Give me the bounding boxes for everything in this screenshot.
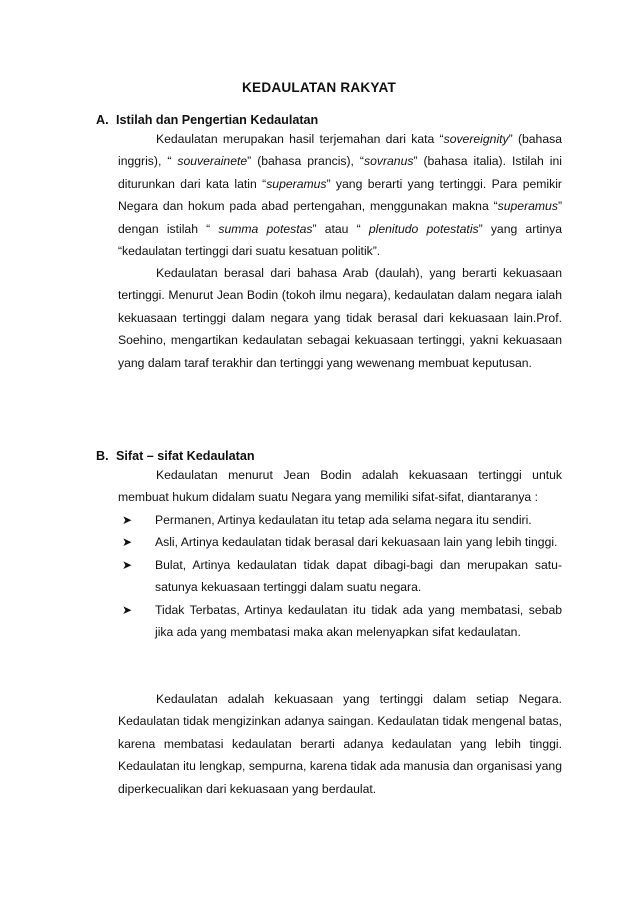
section-a-paragraph-2 (118, 262, 562, 374)
properties-list (118, 509, 562, 643)
section-b-intro (118, 464, 562, 509)
text-run: ” (bahasa prancis), “ (247, 154, 364, 169)
text-run: ” (bahasa inggris), “ (118, 132, 562, 169)
list-item (118, 554, 562, 599)
section-a-letter: A. (96, 113, 109, 127)
list-item-text: Asli, Artinya kedaulatan tidak berasal dari kekuasaan lain yang lebih tinggi. (155, 535, 558, 550)
list-item (118, 599, 562, 644)
section-b-title: Sifat – sifat Kedaulatan (116, 449, 255, 463)
section-a-paragraph-1 (118, 128, 562, 262)
italic-term: plenitudo potestatis (368, 221, 479, 236)
arrow-bullet-icon: ➤ (122, 557, 133, 572)
italic-term: souverainete (177, 154, 248, 169)
text-run: Kedaulatan menurut Jean Bodin adalah kekuasaan tertinggi untuk membuat hukum didalam suatu Negara yang memiliki sifat-sifat, diantaranya : (118, 468, 562, 505)
text-run: ” atau “ (312, 221, 369, 236)
list-item-text: Permanen, Artinya kedaulatan itu tetap ada selama negara itu sendiri. (155, 513, 532, 527)
section-b-heading (96, 449, 255, 463)
section-a-title: Istilah dan Pengertian Kedaulatan (116, 113, 319, 127)
italic-term: superamus (266, 176, 327, 191)
document-title: KEDAULATAN RAKYAT (242, 80, 396, 95)
arrow-bullet-icon: ➤ (122, 513, 133, 527)
text-run: Kedaulatan merupakan hasil terjemahan dari kata “ (156, 132, 444, 146)
section-b-closing (118, 688, 562, 800)
italic-term: sovranus (363, 154, 414, 169)
list-item (118, 509, 562, 531)
text-run: ” dengan istilah “ (118, 199, 562, 236)
text-run: ” yang berarti yang tertinggi. Para pemikir Negara dan hokum pada abad pertengahan, menggunakan makna “ (118, 176, 562, 214)
text-run: Kedaulatan adalah kekuasaan yang tertinggi dalam setiap Negara. Kedaulatan tidak mengizinkan adanya saingan. Kedaulatan tidak mengenal batas, karena membatasi kedaulatan berarti adanya kedaulatan yang lebih tinggi. Kedaulatan itu lengkap, sempurna, karena tidak ada manusia dan organisasi yang diperkecualikan dari kekuasaan yang berdaulat. (118, 692, 562, 796)
arrow-bullet-icon: ➤ (122, 535, 133, 550)
list-item (118, 531, 562, 553)
text-run: ” yang artinya “kedaulatan tertinggi dari suatu kesatuan politik”. (118, 221, 562, 259)
text-run: ” (bahasa italia). Istilah ini diturunkan dari kata latin “ (118, 154, 562, 191)
section-a-heading (96, 113, 318, 127)
section-b-letter: B. (96, 449, 109, 463)
italic-term: summa potestas (218, 221, 313, 236)
arrow-bullet-icon: ➤ (122, 602, 133, 617)
italic-term: superamus (497, 199, 558, 214)
text-run: Kedaulatan berasal dari bahasa Arab (daulah), yang berarti kekuasaan tertinggi. Menurut Jean Bodin (tokoh ilmu negara), kedaulatan dalam negara ialah kekuasaan tertinggi dalam negara yang tidak berasal dari kekuasaan lain.Prof. Soehino, mengartikan kedaulatan sebagai kekuasaan tertinggi, yakni kekuasaan yang dalam taraf terakhir dan tertinggi yang wewenang membuat keputusan. (118, 266, 562, 370)
list-item-text: Bulat, Artinya kedaulatan tidak dapat dibagi-bagi dan merupakan satu-satunya kekuasaan tertinggi dalam suatu negara. (155, 557, 562, 595)
list-item-text: Tidak Terbatas, Artinya kedaulatan itu tidak ada yang membatasi, sebab jika ada yang membatasi maka akan melenyapkan sifat kedaulatan. (155, 602, 562, 640)
italic-term: sovereignity (443, 132, 509, 146)
